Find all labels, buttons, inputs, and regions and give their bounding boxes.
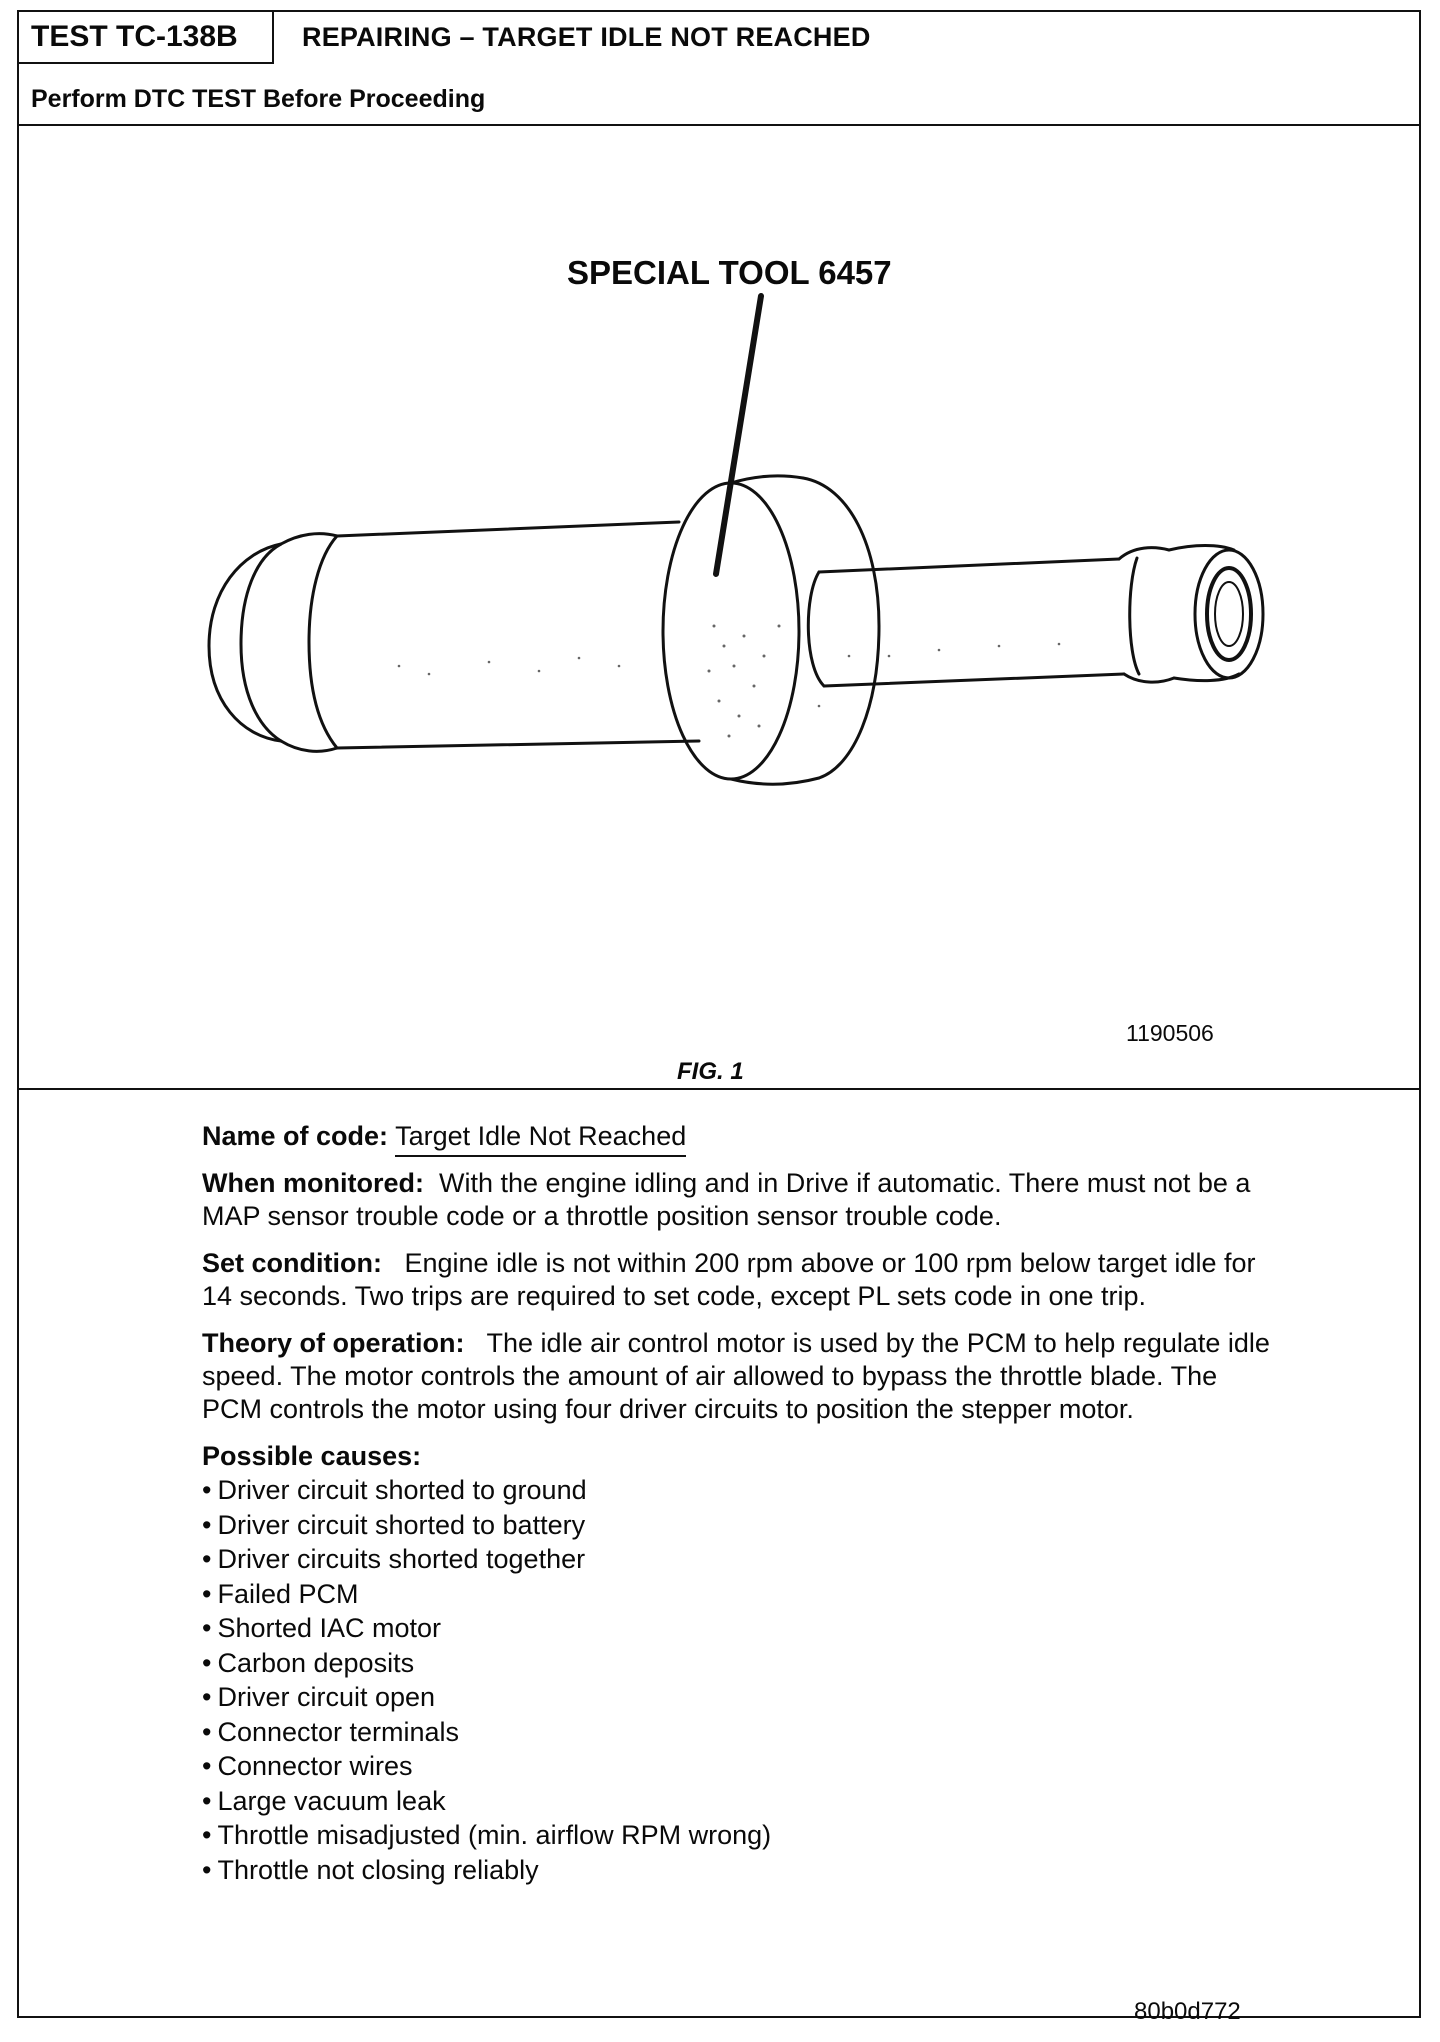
set-label: Set condition: bbox=[202, 1248, 382, 1278]
tool-callout-label: SPECIAL TOOL 6457 bbox=[567, 254, 892, 291]
test-id: TEST TC-138B bbox=[19, 12, 274, 64]
list-item: • Shorted IAC motor bbox=[202, 1611, 1282, 1646]
list-item: • Carbon deposits bbox=[202, 1646, 1282, 1681]
code-name-value: Target Idle Not Reached bbox=[395, 1121, 686, 1157]
list-item: • Connector wires bbox=[202, 1749, 1282, 1784]
document-id: 80b0d772 bbox=[1134, 1998, 1241, 2025]
page-subtitle: Perform DTC TEST Before Proceeding bbox=[31, 85, 486, 113]
code-description bbox=[202, 1120, 1282, 1887]
shaft-bottom-edge bbox=[824, 674, 1124, 686]
page-frame bbox=[17, 10, 1421, 2025]
possible-causes-heading: Possible causes: bbox=[202, 1441, 422, 1471]
list-item: • Driver circuit shorted to battery bbox=[202, 1508, 1282, 1543]
collar-face bbox=[663, 483, 799, 779]
set-text: Engine idle is not within 200 rpm above or 100 rpm below target idle for 14 seconds. Two trips are required to set code, except PL sets code in one trip. bbox=[202, 1248, 1256, 1311]
left-flange-outline bbox=[209, 544, 281, 741]
figure bbox=[19, 126, 1419, 1096]
list-item: • Throttle misadjusted (min. airflow RPM wrong) bbox=[202, 1818, 1282, 1853]
monitored-text: With the engine idling and in Drive if automatic. There must not be a MAP sensor trouble code or a throttle position sensor trouble code. bbox=[202, 1168, 1251, 1231]
when-monitored bbox=[202, 1167, 1282, 1233]
page-title: REPAIRING – TARGET IDLE NOT REACHED bbox=[302, 22, 871, 52]
list-item: • Driver circuits shorted together bbox=[202, 1542, 1282, 1577]
possible-causes-list bbox=[202, 1473, 1282, 1887]
figure-caption: FIG. 1 bbox=[677, 1058, 744, 1085]
list-item: • Throttle not closing reliably bbox=[202, 1853, 1282, 1888]
header bbox=[19, 12, 1419, 68]
monitored-label: When monitored: bbox=[202, 1168, 424, 1198]
list-item: • Failed PCM bbox=[202, 1577, 1282, 1612]
theory-text: The idle air control motor is used by the PCM to help regulate idle speed. The motor controls the amount of air allowed to bypass the throttle blade. The PCM controls the motor using four driver circuits to position the stepper motor. bbox=[202, 1328, 1270, 1424]
name-label: Name of code: bbox=[202, 1121, 389, 1151]
list-item: • Connector terminals bbox=[202, 1715, 1282, 1750]
theory-of-operation bbox=[202, 1327, 1282, 1426]
list-item: • Large vacuum leak bbox=[202, 1784, 1282, 1819]
body-top-edge bbox=[337, 522, 679, 536]
section-divider bbox=[19, 1088, 1419, 1090]
figure-id: 1190506 bbox=[1126, 1020, 1214, 1046]
set-condition bbox=[202, 1247, 1282, 1313]
list-item: • Driver circuit shorted to ground bbox=[202, 1473, 1282, 1508]
name-of-code bbox=[202, 1120, 1282, 1153]
callout-leader-line bbox=[716, 296, 761, 574]
shaft-top-edge bbox=[819, 559, 1119, 572]
theory-label: Theory of operation: bbox=[202, 1328, 465, 1358]
list-item: • Driver circuit open bbox=[202, 1680, 1282, 1715]
body-bottom-edge bbox=[337, 741, 699, 748]
